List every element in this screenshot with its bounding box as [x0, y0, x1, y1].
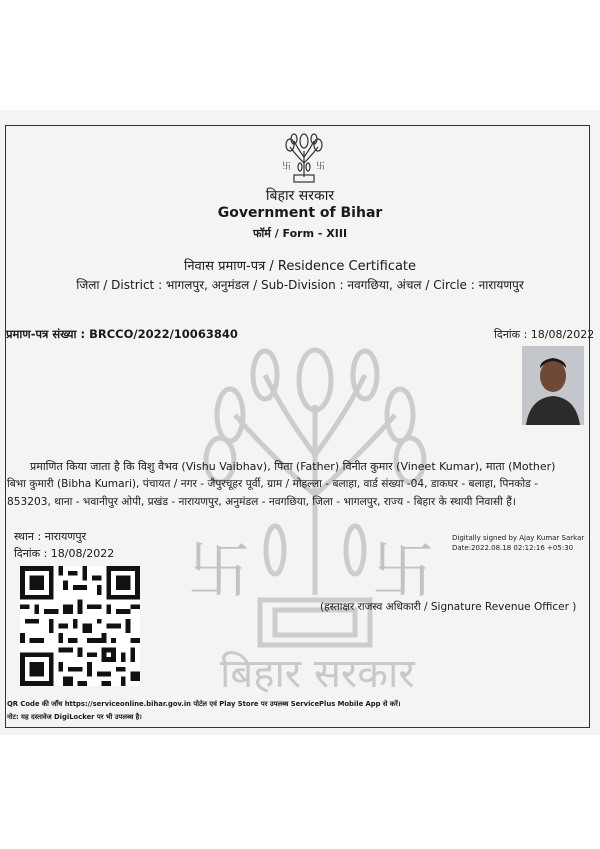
form-number: फॉर्म / Form - XIII [252, 227, 348, 240]
qr-code[interactable] [20, 565, 140, 687]
issue-date-label: दिनांक : 18/08/2022 [14, 547, 115, 560]
digital-signature-line-1: Digitally signed by Ajay Kumar Sarkar [452, 534, 585, 542]
applicant-photo [522, 346, 584, 425]
body-line-3: 853203, थाना - भवानीपुर ओपी, प्रखंड - नारायणपुर, अनुमंडल - नवगछिया, जिला - भागलपुर, राज्य - बिहार के स्थायी निवासी हैं। [7, 496, 516, 508]
certificate-number: प्रमाण-पत्र संख्या : BRCCO/2022/10063840 [6, 327, 238, 341]
state-name-hindi: बिहार सरकार [265, 188, 335, 204]
swastika-right-icon: 卐 [372, 534, 435, 607]
certificate-title: निवास प्रमाण-पत्र / Residence Certificate [183, 259, 417, 274]
body-line-1: प्रमाणित किया जाता है कि विशु वैभव (Vishu Vaibhav), पिता (Father) विनीत कुमार (Vineet Kumar), माता (Mother) [30, 460, 556, 473]
bihar-emblem-icon [278, 133, 330, 185]
swastika-left-icon: 卐 [188, 534, 251, 607]
place-label: स्थान : नारायणपुर [14, 530, 87, 543]
svg-text:卐: 卐 [282, 162, 292, 172]
watermark-text: बिहार सरकार [220, 651, 415, 697]
location-line: जिला / District : भागलपुर, अनुमंडल / Sub-Division : नवगछिया, अंचल / Circle : नारायणपुर [76, 278, 524, 292]
certificate-date: दिनांक : 18/08/2022 [494, 328, 595, 341]
svg-text:卐: 卐 [316, 162, 326, 172]
watermark-emblem-icon [190, 345, 440, 700]
state-name-english: Government of Bihar [217, 205, 383, 221]
signature-label: (हस्ताक्षर राजस्व अधिकारी / Signature Revenue Officer ) [320, 601, 577, 613]
digilocker-note: नोट: यह दस्तावेज DigiLocker पर भी उपलब्ध है। [7, 713, 142, 721]
qr-verification-note: QR Code की जाँच https://serviceonline.bihar.gov.in पोर्टल एवं Play Store पर उपलब्ध ServicePlus Mobile App से करें। [7, 700, 401, 708]
digital-signature-line-2: Date:2022.08.18 02:12:16 +05:30 [452, 544, 574, 552]
body-line-2: बिभा कुमारी (Bibha Kumari), पंचायत / नगर - जैपुरचूहर पूर्वी, ग्राम / मोहल्ला - बलाहा, वार्ड संख्या -04, डाकघर - बलाहा, पिनकोड - [7, 478, 538, 490]
